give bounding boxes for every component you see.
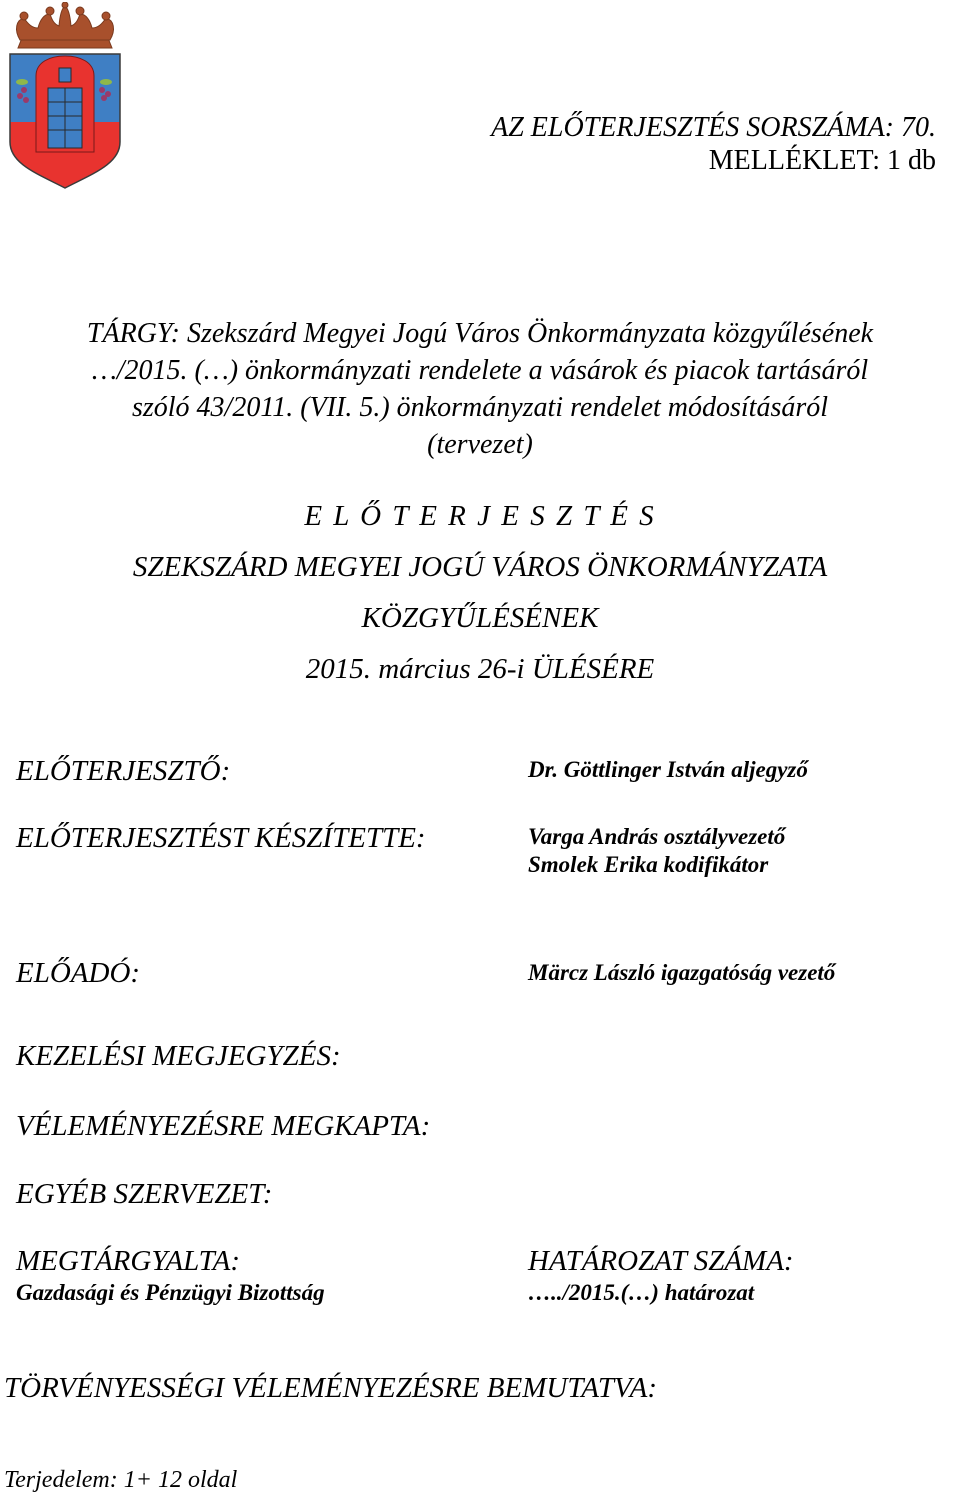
speaker-value: Märcz László igazgatóság vezető [528, 960, 836, 985]
presenter-value: Dr. Göttlinger István aljegyző [528, 757, 808, 782]
assembly-name-line-2: KÖZGYŰLÉSÉNEK [361, 602, 599, 634]
other-organization-label: EGYÉB SZERVEZET: [16, 1178, 273, 1210]
discussed-by-label: MEGTÁRGYALTA: [16, 1245, 241, 1277]
resolution-number-value: …../2015.(…) határozat [528, 1280, 755, 1305]
legality-review-label: TÖRVÉNYESSÉGI VÉLEMÉNYEZÉSRE BEMUTATVA: [4, 1372, 657, 1404]
subject-line-3: szóló 43/2011. (VII. 5.) önkormányzati rendelet módosításáról [131, 392, 829, 423]
speaker-label: ELŐADÓ: [16, 957, 141, 989]
crown-icon [17, 2, 114, 48]
attachment-count: MELLÉKLET: 1 db [708, 145, 936, 176]
prepared-by-value-1: Varga András osztályvezető [528, 824, 786, 849]
page-count: Terjedelem: 1+ 12 oldal [4, 1467, 238, 1493]
assembly-name-line-1: SZEKSZÁRD MEGYEI JOGÚ VÁROS ÖNKORMÁNYZATA [132, 551, 828, 583]
discussed-by-value: Gazdasági és Pénzügyi Bizottság [16, 1280, 325, 1305]
handling-note-label: KEZELÉSI MEGJEGYZÉS: [16, 1040, 341, 1072]
subject-block [0, 315, 960, 463]
prepared-by-value-2: Smolek Erika kodifikátor [528, 852, 769, 877]
prepared-by-label: ELŐTERJESZTÉST KÉSZÍTETTE: [16, 822, 426, 854]
presenter-label: ELŐTERJESZTŐ: [16, 755, 231, 787]
city-coat-of-arms-logo [4, 2, 126, 190]
document-title: E L Ő T E R J E S Z T É S [304, 500, 656, 532]
meeting-date: 2015. március 26-i ÜLÉSÉRE [305, 653, 655, 685]
tower-icon [36, 56, 94, 152]
subject-line-2: …/2015. (…) önkormányzati rendelete a vásárok és piacok tartásáról [91, 355, 869, 386]
received-for-review-label: VÉLEMÉNYEZÉSRE MEGKAPTA: [16, 1110, 431, 1142]
resolution-number-label: HATÁROZAT SZÁMA: [528, 1245, 794, 1277]
subject-line-4: (tervezet) [427, 429, 533, 460]
submission-number: AZ ELŐTERJESZTÉS SORSZÁMA: 70. [491, 112, 936, 143]
subject-line-1: TÁRGY: Szekszárd Megyei Jogú Város Önkormányzata közgyűlésének [86, 318, 874, 349]
